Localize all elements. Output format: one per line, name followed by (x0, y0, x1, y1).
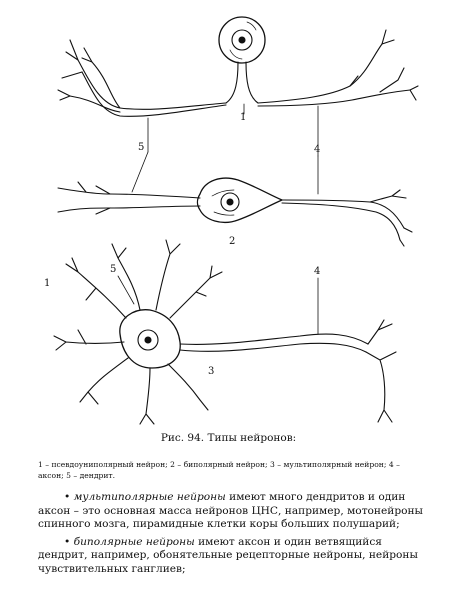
bullet: • (64, 535, 71, 548)
paragraph-multipolar (38, 491, 426, 532)
label-neuron-2: 2 (229, 236, 236, 247)
bullet: • (64, 491, 71, 503)
label-dendrite-top: 5 (138, 142, 145, 153)
multipolar-neuron (54, 240, 396, 424)
pseudounipolar-neuron (58, 17, 418, 116)
paragraph-text: имеют аксон и один ветвящийся дендрит, например, обонятельные рецепторные нейроны, нейроны чувствительных ганглиев; (38, 535, 418, 575)
paragraph-bipolar (38, 536, 426, 577)
figure-legend: 1 – псевдоуниполярный нейрон; 2 – биполярный нейрон; 3 – мультиполярный нейрон; 4 – аксон; 5 – дендрит. (38, 460, 400, 480)
label-axon-lower: 4 (314, 266, 321, 277)
label-leader-lines (118, 104, 321, 334)
figure-caption: Рис. 94. Типы нейронов: (160, 432, 297, 444)
label-neuron-1: 1 (240, 112, 247, 123)
label-axon-top: 4 (314, 144, 321, 155)
term-multipolar: мультиполярные нейроны (73, 491, 226, 503)
paragraph-text: имеют много дендритов и один аксон – это основная масса нейронов ЦНС, например, мотонейроны спинного мозга, пирамидные клетки коры больших полушарий; (38, 491, 423, 530)
body-text (38, 491, 426, 580)
label-neuron-3: 3 (208, 366, 215, 377)
term-bipolar: биполярные нейроны (73, 535, 195, 548)
label-dendrite-lower: 5 (110, 264, 117, 275)
label-neuron-1-lower: 1 (44, 278, 51, 289)
